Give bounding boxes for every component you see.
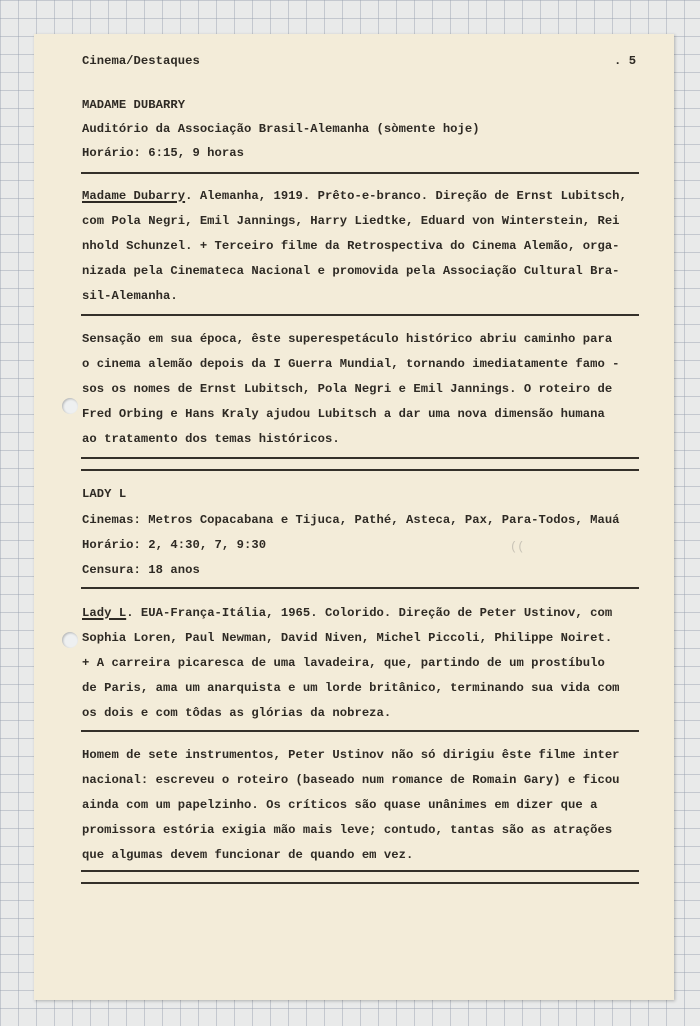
commentary-line: sos os nomes de Ernst Lubitsch, Pola Negri e Emil Jannings. O roteiro de [82, 382, 613, 396]
film-rating: Censura: 18 anos [82, 563, 200, 577]
section-header: Cinema/Destaques [82, 54, 200, 68]
film-schedule: Horário: 6:15, 9 horas [82, 146, 245, 160]
divider-rule [81, 587, 639, 589]
synopsis-line: nizada pela Cinemateca Nacional e promovida pela Associação Cultural Bra- [82, 264, 620, 278]
synopsis-line: nhold Schunzel. + Terceiro filme da Retrospectiva do Cinema Alemão, orga- [82, 239, 620, 253]
divider-rule [81, 314, 639, 316]
divider-rule [81, 172, 639, 174]
film-title: MADAME DUBARRY [82, 98, 186, 112]
commentary-line: Fred Orbing e Hans Kraly ajudou Lubitsch a dar uma nova dimensão humana [82, 407, 605, 421]
film-cinemas: Cinemas: Metros Copacabana e Tijuca, Pathé, Asteca, Pax, Para-Todos, Mauá [82, 513, 620, 527]
commentary-line: ao tratamento dos temas históricos. [82, 432, 340, 446]
synopsis-text: . Alemanha, 1919. Prêto-e-branco. Direção de Ernst Lubitsch, [185, 189, 627, 203]
punch-hole [62, 632, 78, 648]
commentary-line: que algumas devem funcionar de quando em vez. [82, 848, 414, 862]
divider-rule [81, 457, 639, 459]
punch-hole [62, 398, 78, 414]
commentary-line: ainda com um papelzinho. Os críticos são quase unânimes em dizer que a [82, 798, 598, 812]
ink-smudge: (( [510, 540, 525, 554]
film-title: LADY L [82, 487, 127, 501]
synopsis-title: Madame Dubarry [82, 189, 186, 203]
page-number: . 5 [614, 54, 637, 68]
typewritten-page [34, 34, 674, 1000]
synopsis-text: . EUA-França-Itália, 1965. Colorido. Direção de Peter Ustinov, com [126, 606, 613, 620]
commentary-line: o cinema alemão depois da I Guerra Mundial, tornando imediatamente famo - [82, 357, 620, 371]
film-schedule: Horário: 2, 4:30, 7, 9:30 [82, 538, 267, 552]
divider-rule [81, 730, 639, 732]
synopsis-line: os dois e com tôdas as glórias da nobreza. [82, 706, 392, 720]
commentary-line: Sensação em sua época, êste superespetáculo histórico abriu caminho para [82, 332, 613, 346]
synopsis-line: com Pola Negri, Emil Jannings, Harry Liedtke, Eduard von Winterstein, Rei [82, 214, 620, 228]
synopsis-line: de Paris, ama um anarquista e um lorde britânico, terminando sua vida com [82, 681, 620, 695]
synopsis-line: + A carreira picaresca de uma lavadeira, que, partindo de um prostíbulo [82, 656, 605, 670]
commentary-line: promissora estória exigia mão mais leve; contudo, tantas são as atrações [82, 823, 613, 837]
synopsis-line [82, 189, 627, 203]
synopsis-title: Lady L [82, 606, 127, 620]
commentary-line: nacional: escreveu o roteiro (baseado num romance de Romain Gary) e ficou [82, 773, 620, 787]
film-venue: Auditório da Associação Brasil-Alemanha (sòmente hoje) [82, 122, 480, 136]
divider-rule [81, 870, 639, 872]
commentary-line: Homem de sete instrumentos, Peter Ustinov não só dirigiu êste filme inter [82, 748, 620, 762]
divider-rule [81, 882, 639, 884]
synopsis-line: Sophia Loren, Paul Newman, David Niven, Michel Piccoli, Philippe Noiret. [82, 631, 613, 645]
synopsis-line [82, 606, 612, 620]
divider-rule [81, 469, 639, 471]
synopsis-line: sil-Alemanha. [82, 289, 178, 303]
